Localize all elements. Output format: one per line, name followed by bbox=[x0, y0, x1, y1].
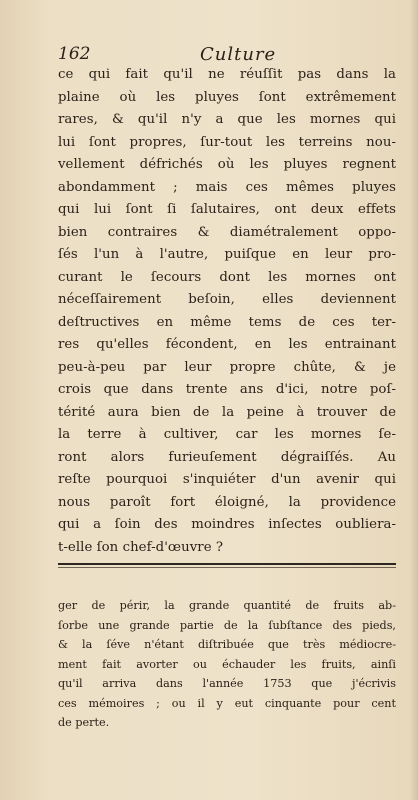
text-line: reſte pourquoi s'inquiéter d'un avenir qui bbox=[58, 472, 396, 487]
text-line: crois que dans trente ans d'ici, notre poſ- bbox=[58, 382, 396, 397]
footnote-line: ces mémoires ; ou il y eut cinquante pour cent bbox=[58, 696, 396, 710]
text-line: qui a ſoin des moindres inſectes oubliera- bbox=[58, 517, 396, 532]
text-line: peu-à-peu par leur propre chûte, & je bbox=[58, 359, 396, 375]
running-head bbox=[58, 44, 388, 66]
running-title: Culture bbox=[200, 44, 277, 65]
text-line: abondamment ; mais ces mêmes pluyes bbox=[58, 179, 396, 195]
text-line: lui ſont propres, ſur-tout les terreins nou- bbox=[58, 134, 396, 150]
text-line: ront alors furieuſement dégraiſſés. Au bbox=[58, 449, 396, 465]
page-number: 162 bbox=[58, 44, 91, 64]
footnote-line: ger de périr, la grande quantité de fruits ab- bbox=[58, 599, 396, 612]
text-line: la terre à cultiver, car les mornes ſe- bbox=[58, 427, 396, 442]
footnote-line: qu'il arriva dans l'année 1753 que j'écrivis bbox=[58, 677, 396, 690]
footnote-block bbox=[58, 596, 396, 733]
text-line: t-elle ſon chef-d'œuvre ? bbox=[58, 539, 224, 555]
footnote-separator-rule bbox=[58, 563, 396, 565]
footnote-line: de perte. bbox=[58, 716, 110, 729]
text-line: vellement défrichés où les pluyes regnent bbox=[58, 157, 396, 172]
footnote-line: & la ſéve n'étant diſtribuée que très médiocre- bbox=[58, 638, 396, 651]
text-line: ſés l'un à l'autre, puiſque en leur pro- bbox=[58, 247, 396, 262]
footnote-line: ſorbe une grande partie de la ſubſtance des pieds, bbox=[58, 618, 396, 632]
page-edge-shadow bbox=[410, 0, 418, 800]
text-line: néceſſairement beſoin, elles deviennent bbox=[58, 292, 396, 307]
text-line: qui lui ſont ſi ſalutaires, ont deux effets bbox=[58, 202, 396, 217]
text-line: ce qui fait qu'il ne réuſſit pas dans la bbox=[58, 67, 396, 82]
text-line: rares, & qu'il n'y a que les mornes qui bbox=[58, 112, 396, 127]
text-line: bien contraires & diamétralement oppo- bbox=[58, 224, 396, 240]
main-text-block bbox=[58, 64, 396, 559]
text-line: térité aura bien de la peine à trouver de bbox=[58, 404, 396, 420]
footnote-separator-fine-rule bbox=[58, 567, 396, 568]
text-line: nous paroît fort éloigné, la providence bbox=[58, 494, 396, 510]
footnote-line: ment fait avorter ou échauder les fruits, ainſi bbox=[58, 657, 396, 671]
text-line: res qu'elles fécondent, en les entrainant bbox=[58, 337, 396, 352]
text-line: curant le ſecours dont les mornes ont bbox=[58, 269, 396, 285]
text-line: deſtructives en même tems de ces ter- bbox=[58, 314, 396, 330]
text-line: plaine où les pluyes ſont extrêmement bbox=[58, 89, 396, 105]
